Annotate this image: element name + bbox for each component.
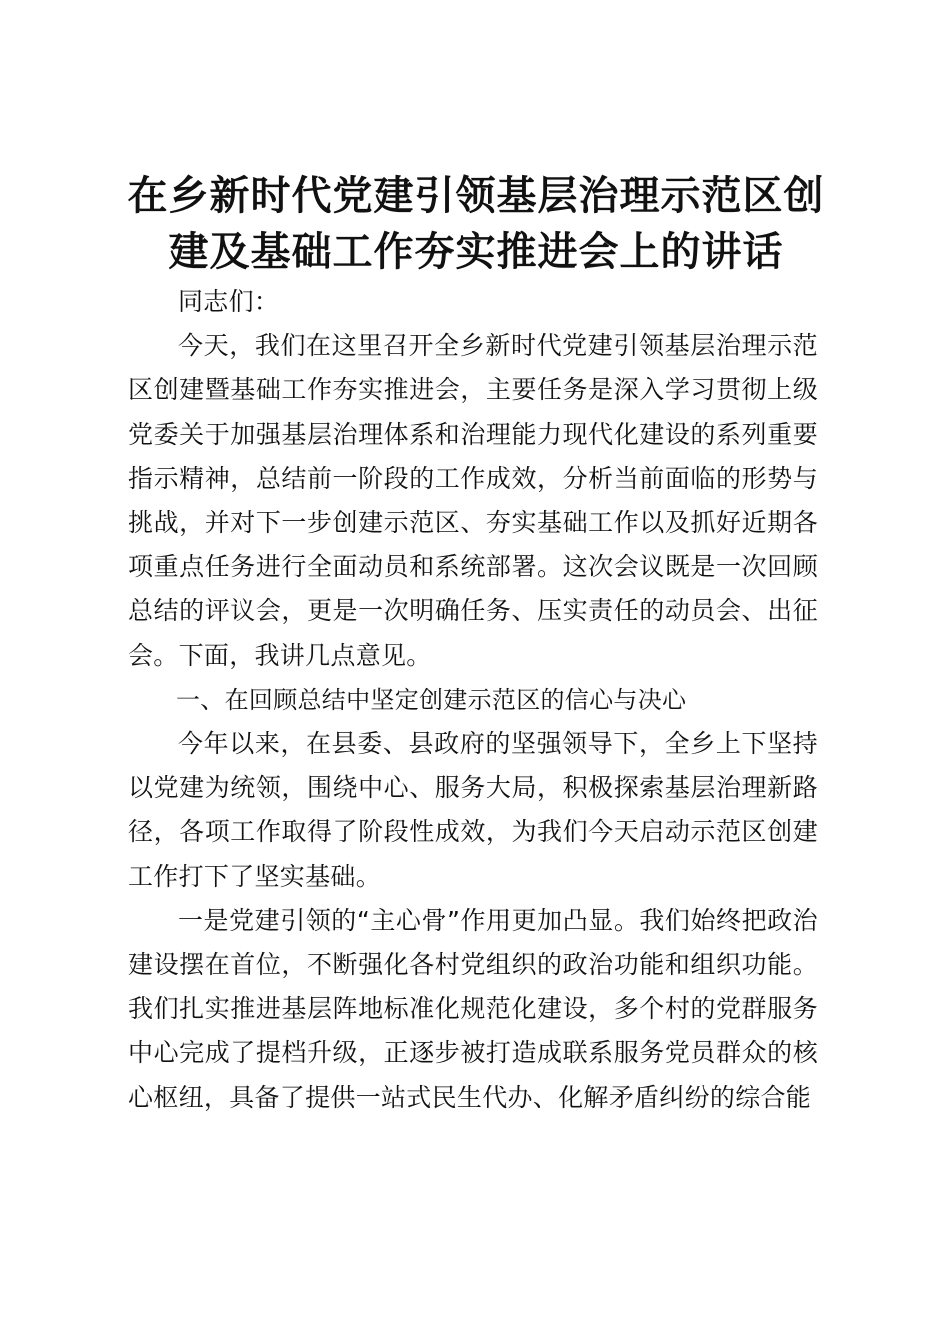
document-title: 在乡新时代党建引领基层治理示范区创建及基础工作夯实推进会上的讲话 — [127, 172, 825, 275]
paragraph-review: 今年以来，在县委、县政府的坚强领导下，全乡上下坚持以党建为统领，围绕中心、服务大局，积极探索基层治理新路径，各项工作取得了阶段性成效，为我们今天启动示范区创建工作打下了坚实基础。 — [128, 729, 818, 891]
paragraph-intro: 今天，我们在这里召开全乡新时代党建引领基层治理示范区创建暨基础工作夯实推进会，主要任务是深入学习贯彻上级党委关于加强基层治理体系和治理能力现代化建设的系列重要指示精神，总结前一阶段的工作成效，分析当前面临的形势与挑战，并对下一步创建示范区、夯实基础工作以及抓好近期各项重点任务进行全面动员和系统部署。这次会议既是一次回顾总结的评议会，更是一次明确任务、压实责任的动员会、出征会。下面，我讲几点意见。 — [128, 331, 818, 670]
salutation: 同志们： — [178, 287, 280, 316]
section-heading-1: 一、在回顾总结中坚定创建示范区的信心与决心 — [176, 685, 687, 714]
paragraph-party-building: 一是党建引领的“主心骨”作用更加凸显。我们始终把政治建设摆在首位，不断强化各村党组织的政治功能和组织功能。我们扎实推进基层阵地标准化规范化建设，多个村的党群服务中心完成了提档升级，正逐步被打造成联系服务党员群众的核心枢纽，具备了提供一站式民生代办、化解矛盾纠纷的综合能 — [128, 905, 818, 1112]
document-body — [128, 280, 818, 1120]
